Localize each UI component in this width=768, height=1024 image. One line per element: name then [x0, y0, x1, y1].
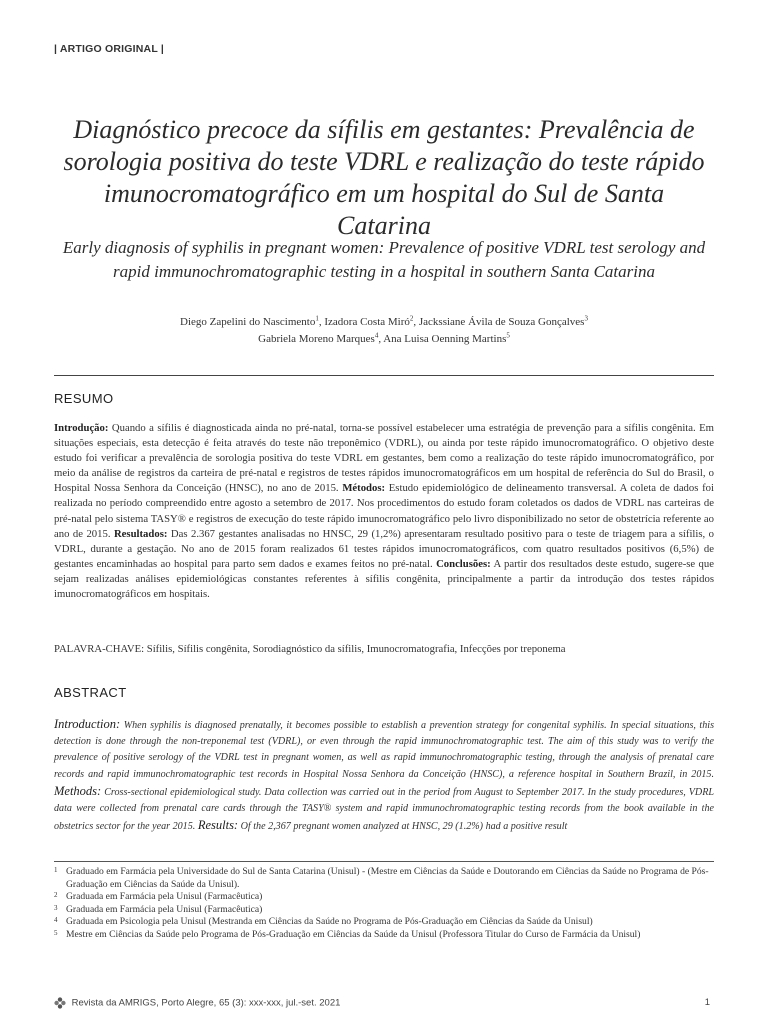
abstract-heading: ABSTRACT [54, 685, 127, 700]
intro-label: Introduction: [54, 717, 121, 731]
methods-label: Métodos: [342, 482, 386, 495]
footnote: 3 Graduada em Farmácia pela Unisul (Farmacêutica) [54, 903, 263, 915]
resumo-text: Introdução: Quando a sífilis é diagnosticada ainda no pré-natal, torna-se possível estabelecer uma estratégia de prevenção para a sífilis congênita. Em situações especiais, esta detecção é feita através do teste não treponêmico (VDRL), ou ainda por teste rápido imunocromatográfico. O objetivo deste estudo foi verificar a prevalência de sorologia positiva do teste VDRL em gestantes, bem como a realização do teste rápido imunocromatográfico, por meio da análise de registros da carteira de pré-natal e registros de testes rápidos imunocromatográficos em um hospital de referência do Sul do Brasil, o Hospital Nossa Senhora da Conceição (HNSC), no ano de 2015. Métodos: Estudo epidemiológico de delineamento transversal. A coleta de dados foi realizada no período compreendido entre agosto a setembro de 2017. Nos procedimentos do estudo foram coletados os dados de VDRL nas carteiras de pré-natal pelo sistema TASY® e registros de execução do teste rápido imunocromatográfico pelo livro disponibilizado no setor de obstetrícia referente ao ano de 2015. Resultados: Das 2.367 gestantes analisadas no HNSC, 29 (1,2%) apresentaram resultado positivo para o teste de triagem para a sífilis, o VDRL, durante a gestação. No ano de 2015 foram realizados 61 testes rápidos imunocromatográficos, com quatro resultados positivos (6,5%) de gestantes encaminhadas ao hospital para parto sem dados e exames feitos no pré-natal. Conclusões: A partir dos resultados deste estudo, sugere-se que sejam realizadas análises epidemiológicas constantes referentes à sífilis congênita, principalmente a partir da introdução dos testes rápidos imunocromatográficos em hospitais. [54, 422, 714, 601]
intro-label: Introdução: [54, 422, 109, 434]
footnotes [54, 866, 714, 942]
resumo-heading: RESUMO [54, 391, 114, 406]
conclusions-label: Conclusões: [436, 557, 491, 570]
page-number: 1 [704, 997, 710, 1008]
author: Jackssiane Ávila de Souza Gonçalves$^3$ [418, 314, 588, 328]
title-portuguese: Diagnóstico precoce da sífilis em gestantes: Prevalência de sorologia positiva do teste VDRL e realização do teste rápido imunocromatográfico em um hospital do Sul de Santa Catarina [63, 115, 705, 240]
results-label: Resultados: [113, 527, 168, 540]
page-footer [54, 997, 714, 1011]
title-english: Early diagnosis of syphilis in pregnant women: Prevalence of positive VDRL test serology and rapid immunochromatographic testing in a hospital in southern Santa Catarina [62, 238, 706, 281]
keywords: PALAVRA-CHAVE: Sífilis, Sífilis congênita, Sorodiagnóstico da sífilis, Imunocromatografia, Infecções por treponema [54, 643, 566, 655]
author: Gabriela Moreno Marques$^4$, [258, 331, 384, 345]
footnote-divider [54, 861, 714, 862]
methods-label: Methods: [54, 783, 102, 798]
results-label: Results: [197, 818, 239, 833]
author: Diego Zapelini do Nascimento$^1$, [180, 314, 325, 328]
author: Izadora Costa Miró$^2$, [324, 314, 419, 328]
footnote: 2 Graduada em Farmácia pela Unisul (Farmacêutica) [54, 891, 263, 903]
footnote: 4 Graduada em Psicologia pela Unisul (Mestranda em Ciências da Saúde no Programa de Pós-Graduação em Ciências da Saúde da Unisul) [54, 916, 593, 928]
amrigs-logo-icon [54, 997, 66, 1009]
journal-citation: Revista da AMRIGS, Porto Alegre, 65 (3): xxx-xxx, jul.-set. 2021 [71, 997, 341, 1009]
author: Ana Luisa Oenning Martins$^5$ [383, 331, 510, 345]
section-tag: | ARTIGO ORIGINAL | [54, 43, 165, 55]
abstract-text: Introduction: When syphilis is diagnosed prenatally, it becomes possible to establish a prevention strategy for congenital syphilis. In special situations, this detection is done through the non-treponemal test (VDRL), or even through the rapid immunochromatographic test. The aim of this study was to verify the prevalence of positive serology of the VDRL test in pregnant women, as well as rapid immunochromatographic testing, through the analysis of prenatal care records and rapid immunochromatographic test records in Hospital Nossa Senhora da Conceição (HNSC), a reference hospital in Southern Brazil, in 2015. Methods: Cross-sectional epidemiological study. Data collection was carried out in the period from August to September 2017. In the study procedures, VDRL data were collected from prenatal care cards through the TASY® system and rapid immunochromatographic testing records from the book available in the obstetrics sector for the year 2015. Results: Of the 2,367 pregnant women analyzed at HNSC, 29 (1.2%) had a positive result [54, 717, 714, 833]
divider [54, 375, 714, 376]
footnote: 1 Graduado em Farmácia pela Universidade do Sul de Santa Catarina (Unisul) - (Mestre em Ciências da Saúde e Doutorando em Ciências da Saúde no Programa de Pós-Graduação em Ciências da Saúde da Unisul). [54, 866, 709, 890]
footnote: 5 Mestre em Ciências da Saúde pelo Programa de Pós-Graduação em Ciências da Saúde da Unisul (Professora Titular do Curso de Farmácia da Unisul) [54, 928, 641, 940]
authors-block [54, 314, 714, 348]
